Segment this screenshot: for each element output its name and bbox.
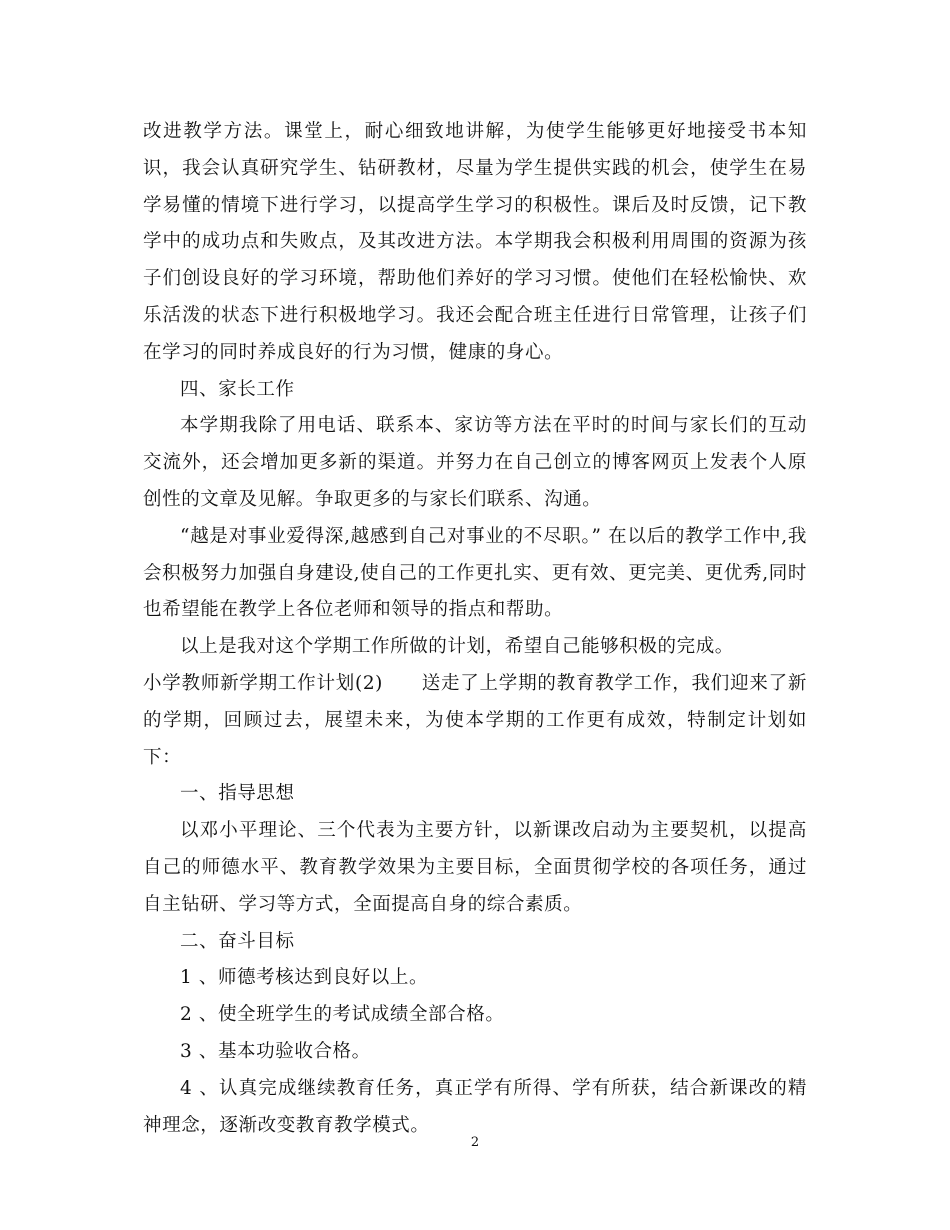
paragraph-quote-dedication: “越是对事业爱得深,越感到自己对事业的不尽职。” 在以后的教学工作中,我会积极努力加强自身建设,使自己的工作更扎实、更有效、更完美、更优秀,同时也希望能在教学上各位老师和领导的指点和帮助。 <box>143 525 807 621</box>
paragraph-plan-2-intro: 小学教师新学期工作计划(2) 送走了上学期的教育教学工作，我们迎来了新的学期，回顾过去，展望未来，为使本学期的工作更有成效，特制定计划如下： <box>143 672 807 768</box>
page-number: 2 <box>470 1135 480 1150</box>
heading-goals: 二、奋斗目标 <box>180 930 295 952</box>
goal-item-2: 2 、使全班学生的考试成绩全部合格。 <box>180 1004 505 1026</box>
heading-guiding-ideology: 一、指导思想 <box>180 783 295 805</box>
document-body <box>143 114 807 1144</box>
paragraph-parent-communication: 本学期我除了用电话、联系本、家访等方法在平时的时间与家长们的互动交流外，还会增加更多新的渠道。并努力在自己创立的博客网页上发表个人原创性的文章及见解。争取更多的与家长们联系、沟通。 <box>143 415 807 510</box>
goal-item-3: 3 、基本功验收合格。 <box>180 1040 371 1062</box>
paragraph-guiding-ideology: 以邓小平理论、三个代表为主要方针，以新课改启动为主要契机，以提高自己的师德水平、教育教学效果为主要目标，全面贯彻学校的各项任务，通过自主钻研、学习等方式，全面提高自身的综合素质。 <box>143 820 807 915</box>
heading-parent-work: 四、家长工作 <box>180 378 295 400</box>
goal-item-4: 4 、认真完成继续教育任务，真正学有所得、学有所获，结合新课改的精神理念，逐渐改变教育教学模式。 <box>143 1077 807 1136</box>
paragraph-plan-conclusion: 以上是我对这个学期工作所做的计划，希望自己能够积极的完成。 <box>180 636 734 658</box>
goal-item-1: 1 、师德考核达到良好以上。 <box>180 967 429 989</box>
paragraph-teaching-methods: 改进教学方法。课堂上，耐心细致地讲解，为使学生能够更好地接受书本知识，我会认真研究学生、钻研教材，尽量为学生提供实践的机会，使学生在易学易懂的情境下进行学习，以提高学生学习的积极性。课后及时反馈，记下教学中的成功点和失败点，及其改进方法。本学期我会积极利用周围的资源为孩子们创设良好的学习环境，帮助他们养好的学习习惯。使他们在轻松愉快、欢乐活泼的状态下进行积极地学习。我还会配合班主任进行日常管理，让孩子们在学习的同时养成良好的行为习惯，健康的身心。 <box>143 121 807 363</box>
